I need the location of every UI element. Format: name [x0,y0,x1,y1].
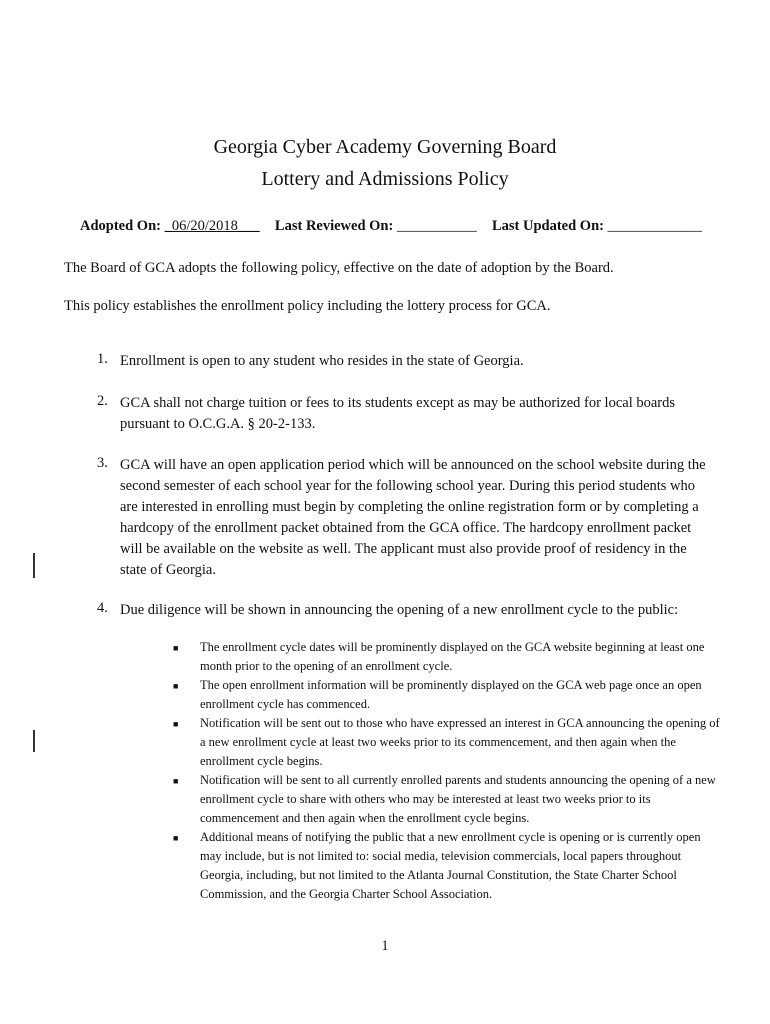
page-number: 1 [381,938,389,954]
list-item-number: 2. [97,393,108,409]
updated-value: _____________ [607,218,702,234]
change-bar [33,730,35,752]
square-bullet-icon: ■ [173,643,179,653]
square-bullet-icon: ■ [173,833,179,843]
list-item-text: Enrollment is open to any student who resides in the state of Georgia. [120,353,524,369]
bullet-text: The enrollment cycle dates will be prominently displayed on the GCA website beginning at least one month prior to the opening of an enrollment cycle. [200,640,705,673]
bullet-text: Additional means of notifying the public that a new enrollment cycle is opening or is currently open may include, but is not limited to: social media, television commercials, local papers throughout Georgia, including, but not limited to the Atlanta Journal Constitution, the State Charter School Commission, and the Georgia Charter School Association. [200,830,701,901]
list-item-number: 3. [97,455,108,471]
square-bullet-icon: ■ [173,776,179,786]
list-item-number: 1. [97,351,108,367]
intro-paragraph-1: The Board of GCA adopts the following policy, effective on the date of adoption by the Board. [64,260,614,276]
bullet-text: The open enrollment information will be prominently displayed on the GCA web page once an open enrollment cycle has commenced. [200,678,702,711]
intro-paragraph-2: This policy establishes the enrollment policy including the lottery process for GCA. [64,298,551,314]
document-title: Georgia Cyber Academy Governing Board [213,136,557,158]
list-item-text: GCA shall not charge tuition or fees to its students except as may be authorized for local boards pursuant to O.C.G.A. § 20-2-133. [120,395,676,432]
change-bar [33,553,35,578]
list-item-number: 4. [97,600,108,616]
adopted-label: Adopted On: [80,218,161,234]
list-item-text: GCA will have an open application period which will be announced on the school website during the second semester of each school year for the following school year. During this period students who are interested in enrolling must begin by completing the online registration form or by completing a hardcopy of the enrollment packet obtained from the GCA office. The hardcopy enrollment packet will be available on the website as well. The applicant must also provide proof of residency in the state of Georgia. [120,457,706,578]
reviewed-label: Last Reviewed On: [274,218,394,234]
document-subtitle: Lottery and Admissions Policy [261,168,509,190]
reviewed-value: ___________ [396,218,477,234]
dates-line [80,218,702,235]
bullet-text: Notification will be sent out to those who have expressed an interest in GCA announcing the opening of a new enrollment cycle at least two weeks prior to its commencement, and then again when the enrollment cycle begins. [200,716,720,768]
square-bullet-icon: ■ [173,719,179,729]
square-bullet-icon: ■ [173,681,179,691]
adopted-value: _06/20/2018___ [164,218,260,234]
list-item-text: Due diligence will be shown in announcing the opening of a new enrollment cycle to the public: [120,602,679,618]
updated-label: Last Updated On: [491,218,604,234]
bullet-text: Notification will be sent to all currently enrolled parents and students announcing the opening of a new enrollment cycle to share with others who may be interested at least two weeks prior to its commencement and then again when the enrollment cycle begins. [200,773,716,825]
